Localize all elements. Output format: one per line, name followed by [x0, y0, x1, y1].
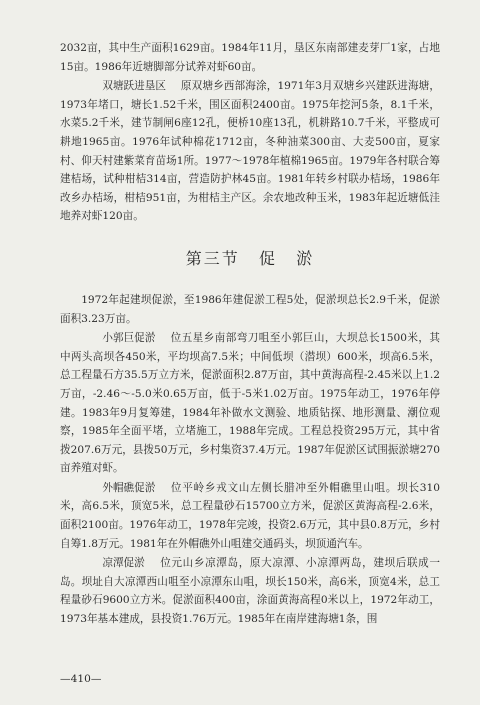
entry-term: 外帽礁促淤 — [102, 481, 156, 494]
page-body — [60, 38, 440, 629]
page-number: —410— — [60, 673, 102, 685]
entry-liangtan — [60, 554, 440, 628]
section-number: 第三节 — [185, 248, 240, 268]
entry-text: 位平岭乡戎文山左侧长腊冲至外帽礁里山咀。坝长310米，高6.5米，顶宽5米，总工程量砂石15700立方米，促淤区黄海高程-2.6米，面积2100亩。1976年动工，1978年完竣，投资2.6万元，其中县0.8万元，乡村自筹1.8万元。1981年在外帽礁外山咀建交通码头，坝顶通汽车。 — [60, 481, 440, 550]
entry-term: 凉潭促淤 — [102, 557, 145, 570]
paragraph-continuation: 2032亩，其中生产面积1629亩。1984年11月，垦区东南部建麦芽厂1家，占地15亩。1986年近塘脚部分试养对虾60亩。 — [60, 42, 440, 73]
entry-text: 位元山乡凉潭岛，原大凉潭、小凉潭两岛，建坝后联成一岛。坝址自大凉潭西山咀至小凉潭东山咀，坝长150米，高6米，顶宽4米，总工程量砂石9600立方米。促淤面积400亩，涂面黄海高程0米以上，1972年动工，1973年基本建成，县投资1.76万元。1985年在南岸建海塘1条，围 — [60, 557, 440, 626]
section-title — [60, 246, 440, 269]
section-intro: 1972年起建坝促淤，至1986年建促淤工程5处，促淤坝总长2.9千米，促淤面积3.23万亩。 — [60, 293, 440, 325]
entry-term: 小郭巨促淤 — [102, 332, 156, 345]
entry-shuangtang — [60, 77, 440, 226]
entry-xiaoguoju — [60, 329, 440, 478]
entry-waimaojiao — [60, 479, 440, 553]
section-title-char-1: 促 — [258, 248, 277, 268]
section-title-char-2: 淤 — [296, 248, 315, 268]
entry-text: 位五星乡南部弯刀咀至小郭巨山，大坝总长1500米，其中两头高坝各450米，平均坝高7.5米；中间低坝（潜坝）600米，坝高6.5米，总工程量石方35.5万立方米，促淤面积2.87万亩，其中黄海高程-2.45米以上1.2万亩，-2.46～-5.0米0.65万亩，低于-5米1.02万亩。1975年动工，1976年停建。1983年9月复筹建，1984年补做水文测验、地质钻探、地形测量、潮位观察，1985年全面平堵，立堵施工，1988年完成。工程总投资295万元，其中省拨207.6万元，县拨50万元，乡村集资37.4万元。1987年促淤区试围振淤塘270亩养殖对虾。 — [60, 332, 440, 475]
entry-term: 双塘跃进垦区 — [102, 80, 166, 93]
entry-text: 原双塘乡西部海涂，1971年3月双塘乡兴建跃进海塘，1973年堵口，塘长1.52千米，围区面积2400亩。1975年挖河5条，8.1千米，水菜5.2千米，建节制闸6座12孔，便桥10座13孔，机耕路10.7千米，平整成可耕地1965亩。1976年试种棉花1712亩，冬种油菜300亩、大麦500亩，夏家村、仰天村建紫菜育苗场1所。1977～1978年植棉1965亩。1979年各村联合筹建桔场，试种柑桔314亩，营造防护林45亩。1981年转乡村联办桔场，1986年改乡办桔场，柑桔951亩，为柑桔主产区。余农地改种玉米，1983年起近塘低洼地养对虾120亩。 — [60, 80, 440, 223]
